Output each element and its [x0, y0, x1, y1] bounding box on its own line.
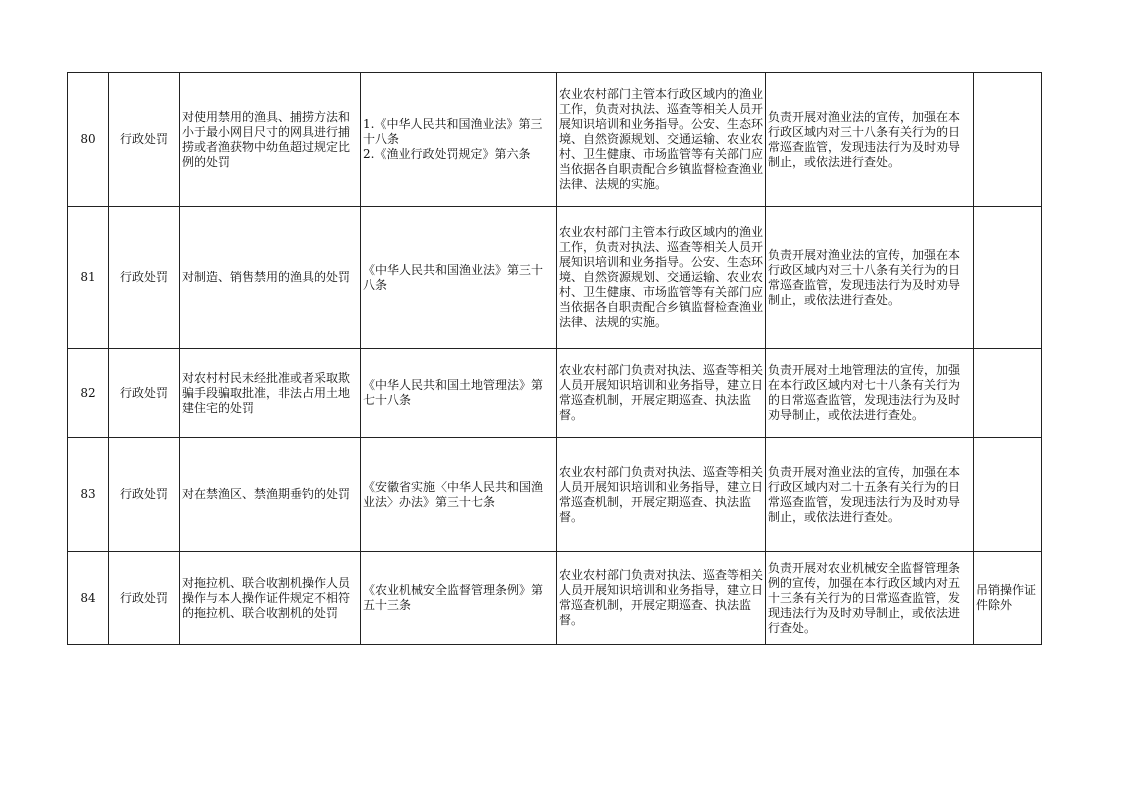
remark [974, 349, 1042, 438]
duty-list-table [67, 72, 1042, 645]
power-type: 行政处罚 [109, 207, 180, 349]
remark [974, 438, 1042, 552]
row-number: 84 [68, 552, 109, 645]
row-number: 83 [68, 438, 109, 552]
department-duty: 农业农村部门负责对执法、巡查等相关人员开展知识培训和业务指导，建立日常巡查机制，开展定期巡查、执法监督。 [557, 349, 766, 438]
power-type: 行政处罚 [109, 73, 180, 207]
town-duty: 负责开展对渔业法的宣传，加强在本行政区域内对三十八条有关行为的日常巡查监管，发现违法行为及时劝导制止，或依法进行查处。 [766, 207, 974, 349]
town-duty: 负责开展对渔业法的宣传，加强在本行政区域内对二十五条有关行为的日常巡查监管，发现违法行为及时劝导制止，或依法进行查处。 [766, 438, 974, 552]
legal-basis: 《农业机械安全监督管理条例》第五十三条 [361, 552, 557, 645]
remark: 吊销操作证件除外 [974, 552, 1042, 645]
row-number: 81 [68, 207, 109, 349]
legal-basis: 《中华人民共和国渔业法》第三十八条 [361, 207, 557, 349]
item-name: 对使用禁用的渔具、捕捞方法和小于最小网目尺寸的网具进行捕捞或者渔获物中幼鱼超过规定比例的处罚 [180, 73, 361, 207]
table-row [68, 438, 1042, 552]
row-number: 80 [68, 73, 109, 207]
department-duty: 农业农村部门主管本行政区域内的渔业工作，负责对执法、巡查等相关人员开展知识培训和业务指导。公安、生态环境、自然资源规划、交通运输、农业农村、卫生健康、市场监管等有关部门应当依据各自职责配合乡镇监督检查渔业法律、法规的实施。 [557, 207, 766, 349]
department-duty: 农业农村部门主管本行政区域内的渔业工作，负责对执法、巡查等相关人员开展知识培训和业务指导。公安、生态环境、自然资源规划、交通运输、农业农村、卫生健康、市场监管等有关部门应当依据各自职责配合乡镇监督检查渔业法律、法规的实施。 [557, 73, 766, 207]
item-name: 对制造、销售禁用的渔具的处罚 [180, 207, 361, 349]
item-name: 对在禁渔区、禁渔期垂钓的处罚 [180, 438, 361, 552]
table-row [68, 552, 1042, 645]
department-duty: 农业农村部门负责对执法、巡查等相关人员开展知识培训和业务指导，建立日常巡查机制，开展定期巡查、执法监督。 [557, 438, 766, 552]
remark [974, 207, 1042, 349]
power-type: 行政处罚 [109, 438, 180, 552]
table-row [68, 349, 1042, 438]
row-number: 82 [68, 349, 109, 438]
town-duty: 负责开展对农业机械安全监督管理条例的宣传，加强在本行政区域内对五十三条有关行为的日常巡查监管，发现违法行为及时劝导制止，或依法进行查处。 [766, 552, 974, 645]
table-row [68, 207, 1042, 349]
item-name: 对拖拉机、联合收割机操作人员操作与本人操作证件规定不相符的拖拉机、联合收割机的处罚 [180, 552, 361, 645]
legal-basis: 1.《中华人民共和国渔业法》第三十八条 2.《渔业行政处罚规定》第六条 [361, 73, 557, 207]
remark [974, 73, 1042, 207]
town-duty: 负责开展对土地管理法的宣传，加强在本行政区域内对七十八条有关行为的日常巡查监管，发现违法行为及时劝导制止，或依法进行查处。 [766, 349, 974, 438]
legal-basis: 《中华人民共和国土地管理法》第七十八条 [361, 349, 557, 438]
department-duty: 农业农村部门负责对执法、巡查等相关人员开展知识培训和业务指导，建立日常巡查机制，开展定期巡查、执法监督。 [557, 552, 766, 645]
table-row [68, 73, 1042, 207]
town-duty: 负责开展对渔业法的宣传，加强在本行政区域内对三十八条有关行为的日常巡查监管，发现违法行为及时劝导制止，或依法进行查处。 [766, 73, 974, 207]
power-type: 行政处罚 [109, 552, 180, 645]
power-type: 行政处罚 [109, 349, 180, 438]
legal-basis: 《安徽省实施〈中华人民共和国渔业法〉办法》第三十七条 [361, 438, 557, 552]
item-name: 对农村村民未经批准或者采取欺骗手段骗取批准，非法占用土地建住宅的处罚 [180, 349, 361, 438]
